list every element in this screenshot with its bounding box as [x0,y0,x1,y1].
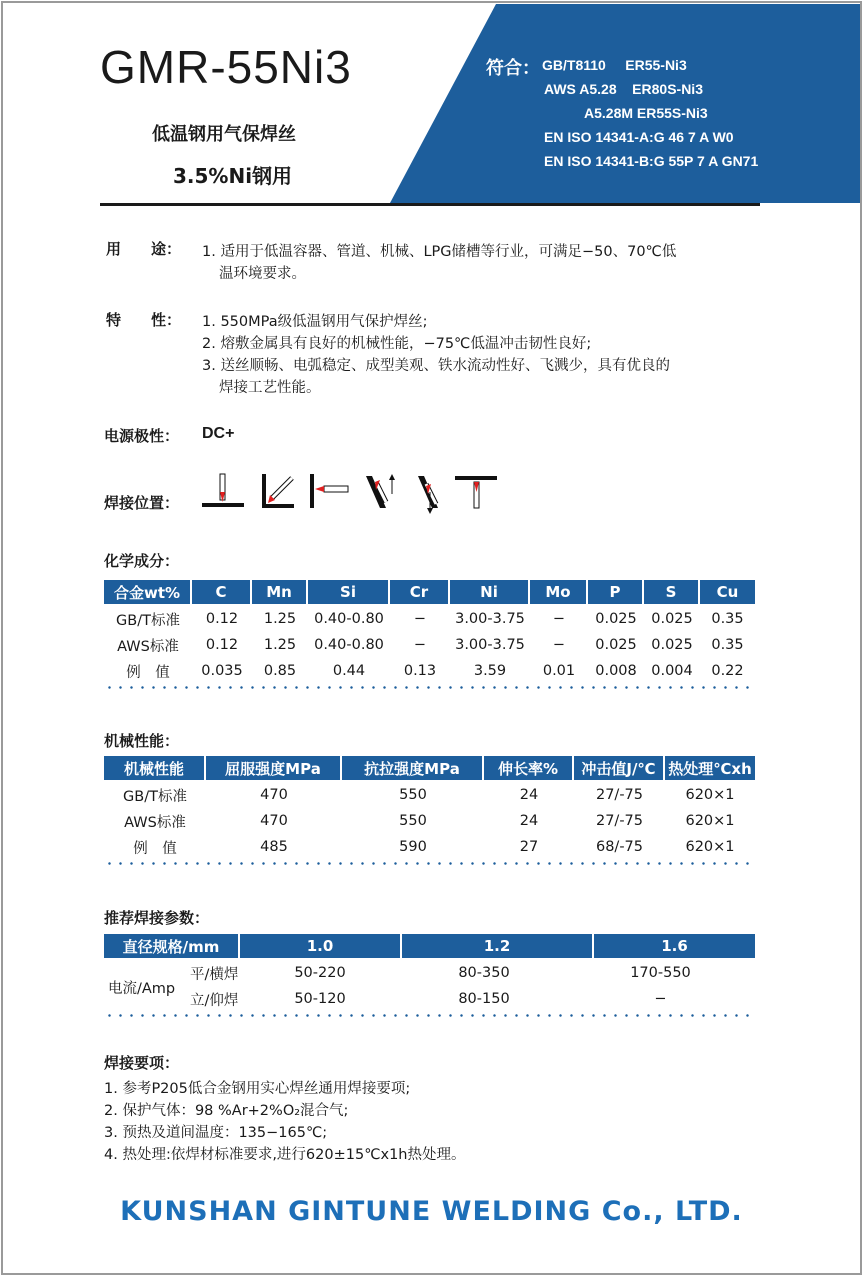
table-row [190,986,755,1012]
standard-line: GB/T8110 ER55-Ni3 [542,57,687,73]
welding-positions-icons [200,468,510,516]
header-blue-panel [390,4,860,203]
table-cell: 470 [260,787,288,803]
column-header: S [644,580,700,604]
table-cell: 0.004 [651,663,693,679]
table-cell: 485 [260,839,288,855]
table-row [190,960,755,986]
overhead-position-icon [455,476,497,508]
standard-line: EN ISO 14341-B:G 55P 7 A GN71 [544,153,759,169]
table-cell: 例 值 [133,840,177,857]
vertical-down-icon [418,476,438,514]
params-title: 推荐焊接参数： [104,909,210,927]
table-cell: 50-120 [294,991,346,1007]
table-cell: 170-550 [630,965,691,981]
company-name: KUNSHAN GINTUNE WELDING Co., LTD. [120,1196,743,1227]
dotted-divider [104,862,755,865]
table-cell: 24 [519,813,539,829]
current-label: 电流/Amp [108,981,176,997]
table-cell: 24 [519,787,539,803]
table-cell: 0.025 [651,611,693,627]
dotted-divider [104,686,755,689]
column-header: C [192,580,252,604]
table-cell: 550 [399,787,427,803]
dotted-divider [104,1014,755,1017]
table-cell: 0.12 [205,637,239,653]
column-header: 直径规格/mm [104,934,240,958]
vertical-up-icon [366,474,395,508]
mechanical-table [104,756,755,860]
table-cell: 0.01 [542,663,576,679]
table-header [104,756,755,780]
usage-line: 1. 适用于低温容器、管道、机械、LPG储槽等行业，可满足−50、70℃低 [202,244,677,260]
positions-label: 焊接位置： [104,494,180,512]
table-cell: 1.25 [263,611,297,627]
table-header [104,580,755,604]
column-header: Mo [530,580,588,604]
feature-line: 3. 送丝顺畅、电弧稳定、成型美观、铁水流动性好、飞溅少，具有优良的 [202,358,670,374]
table-row [104,834,755,860]
table-cell: 0.40-0.80 [314,611,384,627]
table-cell: 0.35 [711,637,744,653]
table-cell: AWS标准 [124,814,186,831]
horizontal-position-icon [310,474,348,508]
table-cell: 550 [399,813,427,829]
table-cell: − [552,637,566,653]
table-cell: 27 [519,839,539,855]
column-header: 伸长率% [484,756,574,780]
table-cell: − [654,991,667,1007]
table-cell: 立/仰焊 [190,992,239,1009]
usage-label: 用 途： [106,240,182,258]
flat-position-icon [202,474,244,507]
column-header: 冲击值J/℃ [574,756,665,780]
standard-line: EN ISO 14341-A:G 46 7 A W0 [544,129,734,145]
table-cell: 1.25 [263,637,297,653]
table-cell: 例 值 [126,664,170,681]
table-cell: GB/T标准 [123,788,187,805]
chemistry-title: 化学成分： [104,552,180,570]
table-cell: 3.00-3.75 [455,611,525,627]
table-cell: 68/-75 [595,839,644,855]
note-line: 2. 保护气体：98 %Ar+2%O₂混合气; [104,1103,349,1119]
column-header: Ni [450,580,530,604]
table-row [104,658,755,684]
standard-line: A5.28M ER55S-Ni3 [584,105,708,121]
table-row [104,632,755,658]
params-table [104,934,755,958]
table-cell: 0.025 [595,637,637,653]
note-line: 4. 热处理:依焊材标准要求,进行620±15℃x1h热处理。 [104,1147,466,1163]
table-row [104,782,755,808]
table-cell: 3.00-3.75 [455,637,525,653]
table-cell: − [413,637,427,653]
table-cell: 590 [399,839,427,855]
notes-title: 焊接要项： [104,1054,180,1072]
column-header: 抗拉强度MPa [342,756,484,780]
polarity-label: 电源极性： [104,427,180,445]
feature-line: 2. 熔敷金属具有良好的机械性能，−75℃低温冲击韧性良好; [202,336,592,352]
feature-line: 1. 550MPa级低温钢用气保护焊丝; [202,314,428,330]
table-cell: 0.85 [263,663,297,679]
table-cell: − [552,611,566,627]
table-cell: 0.008 [595,663,637,679]
table-cell: 80-350 [458,965,510,981]
table-header [104,934,755,958]
table-cell: 0.13 [403,663,437,679]
column-header: 1.2 [402,934,594,958]
column-header: Cu [716,583,739,601]
column-header: P [588,580,644,604]
table-cell: 470 [260,813,288,829]
table-cell: 80-150 [458,991,510,1007]
column-header: Mn [252,580,308,604]
note-line: 3. 预热及道间温度：135−165℃; [104,1125,328,1141]
table-cell: 0.025 [595,611,637,627]
table-cell: 0.12 [205,611,239,627]
table-cell: 50-220 [294,965,346,981]
column-header: 1.0 [240,934,402,958]
column-header: 1.6 [661,937,688,955]
table-cell: 0.44 [332,663,366,679]
table-cell: 0.22 [711,663,744,679]
column-header: 屈服强度MPa [206,756,342,780]
table-cell: 0.40-0.80 [314,637,384,653]
table-cell: 3.59 [473,663,507,679]
header-divider [100,203,760,206]
table-row [104,808,755,834]
horizontal-fillet-icon [262,474,294,508]
table-cell: 0.035 [201,663,243,679]
column-header: 机械性能 [104,756,206,780]
note-line: 1. 参考P205低合金钢用实心焊丝通用焊接要项; [104,1081,411,1097]
column-header: Cr [390,580,450,604]
standard-line: AWS A5.28 ER80S-Ni3 [544,81,703,97]
table-cell: 0.025 [651,637,693,653]
usage-line: 温环境要求。 [219,266,306,282]
table-cell: 27/-75 [595,787,644,803]
table-cell: 620×1 [685,813,735,829]
header-banner [0,0,863,205]
polarity-value: DC+ [202,425,235,442]
table-cell: − [413,611,427,627]
mechanical-title: 机械性能： [104,732,180,750]
column-header: Si [308,580,390,604]
table-cell: 平/横焊 [190,966,239,983]
standards-label: 符合： [486,58,540,78]
table-row [104,606,755,632]
table-cell: 0.35 [711,611,744,627]
params-rows [190,960,755,1012]
table-cell: GB/T标准 [116,612,180,629]
table-cell: 620×1 [685,839,735,855]
column-header: 合金wt% [104,580,192,604]
chemistry-table [104,580,755,684]
product-model: GMR-55Ni3 [100,41,352,93]
table-cell: 620×1 [685,787,735,803]
column-header: 热处理℃xh [668,759,752,778]
product-application: 3.5%Ni钢用 [173,164,293,188]
features-label: 特 性： [106,311,182,329]
table-cell: 27/-75 [595,813,644,829]
feature-line: 焊接工艺性能。 [219,380,321,396]
table-cell: AWS标准 [117,638,179,655]
product-subtitle: 低温钢用气保焊丝 [152,124,296,145]
